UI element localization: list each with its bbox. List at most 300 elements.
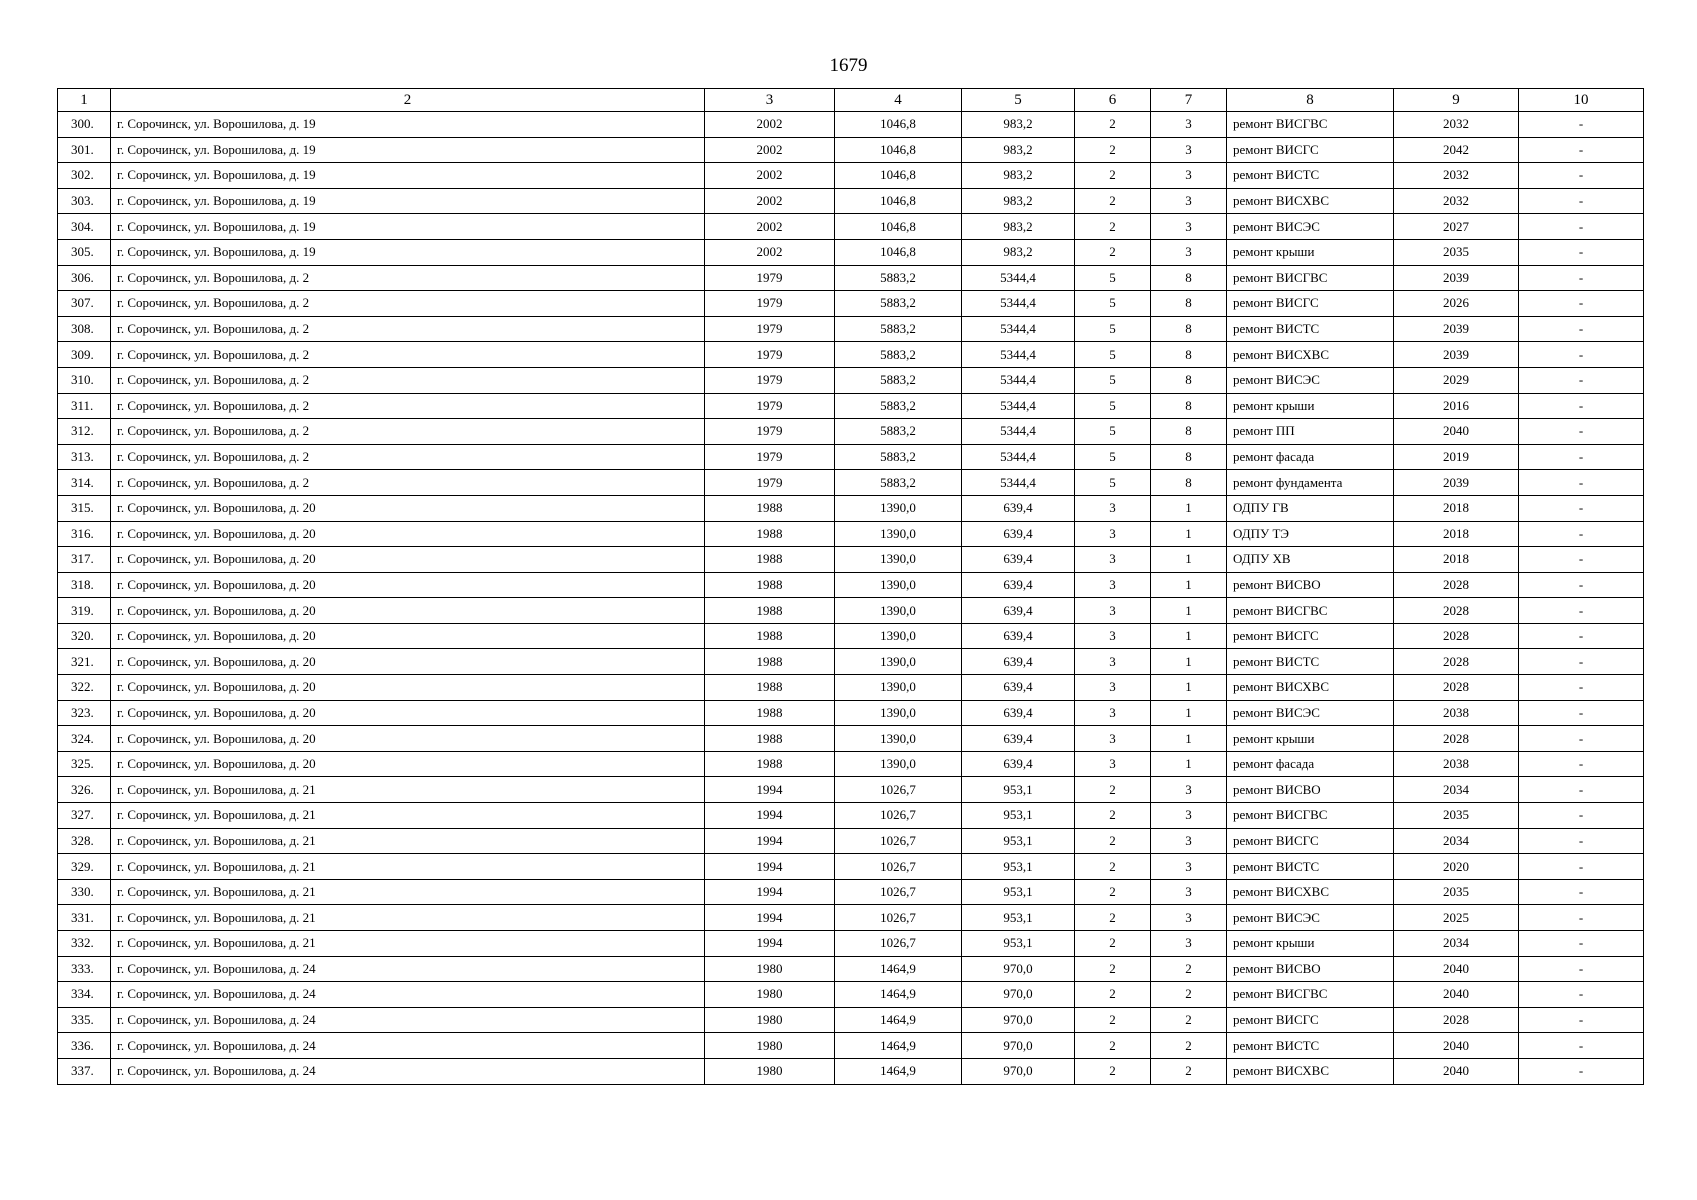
cell-floors: 3 [1075, 675, 1151, 701]
cell-living-area: 953,1 [962, 777, 1075, 803]
cell-planned-year: 2028 [1394, 726, 1519, 752]
cell-row-number: 325. [58, 751, 111, 777]
cell-living-area: 639,4 [962, 572, 1075, 598]
cell-entrances: 2 [1151, 1033, 1227, 1059]
cell-living-area: 639,4 [962, 675, 1075, 701]
cell-living-area: 639,4 [962, 521, 1075, 547]
cell-entrances: 2 [1151, 982, 1227, 1008]
cell-entrances: 1 [1151, 675, 1227, 701]
cell-work-type: ремонт ВИСТС [1227, 1033, 1394, 1059]
cell-planned-year: 2034 [1394, 828, 1519, 854]
cell-row-number: 329. [58, 854, 111, 880]
cell-planned-year: 2039 [1394, 470, 1519, 496]
column-header: 2 [111, 89, 705, 112]
cell-planned-year: 2018 [1394, 521, 1519, 547]
cell-floors: 3 [1075, 623, 1151, 649]
cell-floors: 5 [1075, 419, 1151, 445]
cell-work-type: ремонт ВИСГС [1227, 828, 1394, 854]
cell-row-number: 330. [58, 879, 111, 905]
table-body [58, 112, 1644, 1085]
cell-floors: 2 [1075, 214, 1151, 240]
cell-note: - [1519, 291, 1644, 317]
cell-entrances: 2 [1151, 956, 1227, 982]
cell-total-area: 1046,8 [835, 239, 962, 265]
cell-address: г. Сорочинск, ул. Ворошилова, д. 20 [111, 598, 705, 624]
cell-note: - [1519, 265, 1644, 291]
cell-note: - [1519, 419, 1644, 445]
cell-living-area: 983,2 [962, 188, 1075, 214]
cell-address: г. Сорочинск, ул. Ворошилова, д. 2 [111, 393, 705, 419]
cell-year-built: 1988 [705, 572, 835, 598]
cell-year-built: 1980 [705, 1058, 835, 1084]
cell-floors: 2 [1075, 982, 1151, 1008]
cell-total-area: 1464,9 [835, 1007, 962, 1033]
cell-total-area: 1026,7 [835, 828, 962, 854]
cell-planned-year: 2028 [1394, 598, 1519, 624]
cell-planned-year: 2040 [1394, 956, 1519, 982]
page-number: 1679 [829, 55, 868, 76]
cell-total-area: 5883,2 [835, 316, 962, 342]
table-row [58, 777, 1644, 803]
cell-address: г. Сорочинск, ул. Ворошилова, д. 19 [111, 239, 705, 265]
cell-address: г. Сорочинск, ул. Ворошилова, д. 21 [111, 777, 705, 803]
cell-entrances: 3 [1151, 112, 1227, 138]
cell-work-type: ремонт ВИСХВС [1227, 342, 1394, 368]
cell-living-area: 970,0 [962, 956, 1075, 982]
cell-living-area: 953,1 [962, 905, 1075, 931]
cell-planned-year: 2040 [1394, 1058, 1519, 1084]
cell-note: - [1519, 572, 1644, 598]
cell-year-built: 1980 [705, 982, 835, 1008]
cell-total-area: 1464,9 [835, 1033, 962, 1059]
cell-entrances: 8 [1151, 444, 1227, 470]
cell-address: г. Сорочинск, ул. Ворошилова, д. 20 [111, 726, 705, 752]
cell-row-number: 323. [58, 700, 111, 726]
cell-address: г. Сорочинск, ул. Ворошилова, д. 19 [111, 188, 705, 214]
cell-row-number: 336. [58, 1033, 111, 1059]
cell-year-built: 2002 [705, 239, 835, 265]
cell-floors: 5 [1075, 470, 1151, 496]
cell-entrances: 2 [1151, 1058, 1227, 1084]
cell-address: г. Сорочинск, ул. Ворошилова, д. 21 [111, 931, 705, 957]
cell-total-area: 1390,0 [835, 623, 962, 649]
cell-entrances: 1 [1151, 572, 1227, 598]
cell-row-number: 301. [58, 137, 111, 163]
cell-planned-year: 2018 [1394, 495, 1519, 521]
cell-row-number: 316. [58, 521, 111, 547]
cell-address: г. Сорочинск, ул. Ворошилова, д. 24 [111, 956, 705, 982]
cell-living-area: 983,2 [962, 239, 1075, 265]
cell-planned-year: 2028 [1394, 623, 1519, 649]
cell-living-area: 639,4 [962, 495, 1075, 521]
cell-address: г. Сорочинск, ул. Ворошилова, д. 20 [111, 675, 705, 701]
cell-work-type: ремонт ВИСГС [1227, 623, 1394, 649]
cell-living-area: 5344,4 [962, 265, 1075, 291]
cell-row-number: 315. [58, 495, 111, 521]
cell-total-area: 1390,0 [835, 675, 962, 701]
cell-address: г. Сорочинск, ул. Ворошилова, д. 20 [111, 547, 705, 573]
cell-entrances: 8 [1151, 316, 1227, 342]
cell-total-area: 1390,0 [835, 751, 962, 777]
cell-note: - [1519, 1033, 1644, 1059]
cell-living-area: 983,2 [962, 163, 1075, 189]
cell-year-built: 1979 [705, 265, 835, 291]
cell-year-built: 1979 [705, 291, 835, 317]
cell-row-number: 302. [58, 163, 111, 189]
cell-row-number: 332. [58, 931, 111, 957]
column-header: 6 [1075, 89, 1151, 112]
cell-row-number: 326. [58, 777, 111, 803]
cell-entrances: 1 [1151, 521, 1227, 547]
cell-entrances: 8 [1151, 265, 1227, 291]
cell-row-number: 314. [58, 470, 111, 496]
cell-address: г. Сорочинск, ул. Ворошилова, д. 2 [111, 444, 705, 470]
cell-floors: 3 [1075, 726, 1151, 752]
cell-total-area: 5883,2 [835, 291, 962, 317]
cell-planned-year: 2035 [1394, 803, 1519, 829]
cell-entrances: 8 [1151, 470, 1227, 496]
cell-work-type: ОДПУ ТЭ [1227, 521, 1394, 547]
cell-total-area: 5883,2 [835, 444, 962, 470]
cell-address: г. Сорочинск, ул. Ворошилова, д. 20 [111, 495, 705, 521]
cell-address: г. Сорочинск, ул. Ворошилова, д. 19 [111, 214, 705, 240]
cell-floors: 5 [1075, 393, 1151, 419]
cell-year-built: 1988 [705, 521, 835, 547]
cell-living-area: 953,1 [962, 879, 1075, 905]
cell-floors: 2 [1075, 828, 1151, 854]
cell-floors: 2 [1075, 956, 1151, 982]
cell-entrances: 1 [1151, 726, 1227, 752]
cell-floors: 3 [1075, 495, 1151, 521]
cell-total-area: 1026,7 [835, 803, 962, 829]
cell-total-area: 1390,0 [835, 495, 962, 521]
header-row [58, 89, 1644, 112]
cell-total-area: 1026,7 [835, 931, 962, 957]
cell-total-area: 1464,9 [835, 982, 962, 1008]
cell-note: - [1519, 188, 1644, 214]
cell-year-built: 1988 [705, 623, 835, 649]
table-row [58, 188, 1644, 214]
cell-total-area: 1390,0 [835, 700, 962, 726]
cell-note: - [1519, 214, 1644, 240]
cell-row-number: 320. [58, 623, 111, 649]
cell-floors: 3 [1075, 598, 1151, 624]
cell-entrances: 3 [1151, 828, 1227, 854]
cell-work-type: ремонт крыши [1227, 393, 1394, 419]
cell-row-number: 307. [58, 291, 111, 317]
cell-floors: 2 [1075, 112, 1151, 138]
cell-total-area: 1390,0 [835, 598, 962, 624]
cell-work-type: ремонт ВИСХВС [1227, 675, 1394, 701]
cell-address: г. Сорочинск, ул. Ворошилова, д. 19 [111, 137, 705, 163]
cell-living-area: 639,4 [962, 598, 1075, 624]
table-row [58, 393, 1644, 419]
cell-work-type: ремонт фундамента [1227, 470, 1394, 496]
cell-living-area: 639,4 [962, 649, 1075, 675]
cell-work-type: ремонт ВИСЭС [1227, 905, 1394, 931]
cell-planned-year: 2038 [1394, 751, 1519, 777]
cell-floors: 3 [1075, 700, 1151, 726]
cell-entrances: 3 [1151, 137, 1227, 163]
cell-total-area: 5883,2 [835, 342, 962, 368]
cell-work-type: ОДПУ ХВ [1227, 547, 1394, 573]
cell-row-number: 308. [58, 316, 111, 342]
cell-floors: 5 [1075, 444, 1151, 470]
column-header: 10 [1519, 89, 1644, 112]
cell-total-area: 1046,8 [835, 137, 962, 163]
cell-address: г. Сорочинск, ул. Ворошилова, д. 21 [111, 803, 705, 829]
column-header: 1 [58, 89, 111, 112]
cell-planned-year: 2028 [1394, 675, 1519, 701]
cell-address: г. Сорочинск, ул. Ворошилова, д. 20 [111, 649, 705, 675]
cell-work-type: ремонт ВИСВО [1227, 572, 1394, 598]
cell-floors: 2 [1075, 777, 1151, 803]
column-header: 9 [1394, 89, 1519, 112]
cell-planned-year: 2028 [1394, 572, 1519, 598]
cell-living-area: 953,1 [962, 828, 1075, 854]
cell-living-area: 5344,4 [962, 367, 1075, 393]
cell-planned-year: 2034 [1394, 777, 1519, 803]
cell-year-built: 2002 [705, 214, 835, 240]
table-row [58, 675, 1644, 701]
cell-floors: 5 [1075, 367, 1151, 393]
table-row [58, 649, 1644, 675]
cell-year-built: 1979 [705, 367, 835, 393]
cell-work-type: ремонт ВИСВО [1227, 777, 1394, 803]
cell-year-built: 1994 [705, 803, 835, 829]
cell-entrances: 3 [1151, 931, 1227, 957]
cell-work-type: ремонт ВИСГВС [1227, 265, 1394, 291]
cell-living-area: 970,0 [962, 1058, 1075, 1084]
cell-floors: 2 [1075, 1058, 1151, 1084]
cell-address: г. Сорочинск, ул. Ворошилова, д. 2 [111, 470, 705, 496]
cell-address: г. Сорочинск, ул. Ворошилова, д. 20 [111, 623, 705, 649]
cell-address: г. Сорочинск, ул. Ворошилова, д. 19 [111, 163, 705, 189]
cell-work-type: ремонт ВИСХВС [1227, 879, 1394, 905]
cell-note: - [1519, 982, 1644, 1008]
cell-planned-year: 2039 [1394, 316, 1519, 342]
cell-living-area: 5344,4 [962, 419, 1075, 445]
cell-living-area: 639,4 [962, 623, 1075, 649]
cell-living-area: 970,0 [962, 982, 1075, 1008]
cell-total-area: 1390,0 [835, 649, 962, 675]
cell-year-built: 1980 [705, 1033, 835, 1059]
cell-note: - [1519, 649, 1644, 675]
cell-address: г. Сорочинск, ул. Ворошилова, д. 21 [111, 854, 705, 880]
cell-floors: 2 [1075, 1033, 1151, 1059]
cell-work-type: ремонт ВИСГС [1227, 137, 1394, 163]
cell-floors: 2 [1075, 188, 1151, 214]
cell-note: - [1519, 854, 1644, 880]
cell-planned-year: 2026 [1394, 291, 1519, 317]
table-row [58, 495, 1644, 521]
cell-note: - [1519, 726, 1644, 752]
cell-address: г. Сорочинск, ул. Ворошилова, д. 20 [111, 751, 705, 777]
cell-planned-year: 2018 [1394, 547, 1519, 573]
cell-work-type: ремонт ВИСГС [1227, 291, 1394, 317]
table-row [58, 265, 1644, 291]
cell-total-area: 1390,0 [835, 572, 962, 598]
cell-work-type: ремонт ПП [1227, 419, 1394, 445]
table-row [58, 700, 1644, 726]
cell-total-area: 1390,0 [835, 547, 962, 573]
cell-row-number: 333. [58, 956, 111, 982]
cell-entrances: 3 [1151, 879, 1227, 905]
cell-planned-year: 2027 [1394, 214, 1519, 240]
cell-floors: 2 [1075, 163, 1151, 189]
cell-living-area: 5344,4 [962, 316, 1075, 342]
cell-row-number: 300. [58, 112, 111, 138]
cell-total-area: 1026,7 [835, 879, 962, 905]
cell-year-built: 1994 [705, 905, 835, 931]
cell-year-built: 2002 [705, 163, 835, 189]
cell-work-type: ремонт ВИСХВС [1227, 188, 1394, 214]
table-row [58, 163, 1644, 189]
cell-year-built: 1988 [705, 726, 835, 752]
cell-work-type: ремонт ВИСГВС [1227, 598, 1394, 624]
cell-address: г. Сорочинск, ул. Ворошилова, д. 24 [111, 982, 705, 1008]
cell-note: - [1519, 1007, 1644, 1033]
cell-living-area: 5344,4 [962, 444, 1075, 470]
table-row [58, 1058, 1644, 1084]
cell-note: - [1519, 598, 1644, 624]
cell-total-area: 1026,7 [835, 905, 962, 931]
cell-planned-year: 2040 [1394, 982, 1519, 1008]
table-row [58, 367, 1644, 393]
table-row [58, 1033, 1644, 1059]
cell-floors: 2 [1075, 137, 1151, 163]
cell-note: - [1519, 137, 1644, 163]
cell-year-built: 2002 [705, 112, 835, 138]
cell-address: г. Сорочинск, ул. Ворошилова, д. 21 [111, 879, 705, 905]
table-row [58, 828, 1644, 854]
cell-entrances: 1 [1151, 700, 1227, 726]
cell-entrances: 1 [1151, 598, 1227, 624]
column-header: 5 [962, 89, 1075, 112]
cell-row-number: 322. [58, 675, 111, 701]
cell-planned-year: 2029 [1394, 367, 1519, 393]
cell-living-area: 970,0 [962, 1007, 1075, 1033]
cell-entrances: 1 [1151, 495, 1227, 521]
cell-work-type: ремонт ВИСХВС [1227, 1058, 1394, 1084]
cell-planned-year: 2040 [1394, 419, 1519, 445]
cell-entrances: 3 [1151, 214, 1227, 240]
cell-floors: 2 [1075, 239, 1151, 265]
cell-living-area: 639,4 [962, 726, 1075, 752]
cell-living-area: 983,2 [962, 112, 1075, 138]
cell-note: - [1519, 751, 1644, 777]
table-row [58, 419, 1644, 445]
cell-planned-year: 2019 [1394, 444, 1519, 470]
table-row [58, 931, 1644, 957]
cell-year-built: 1994 [705, 828, 835, 854]
cell-row-number: 335. [58, 1007, 111, 1033]
repair-schedule-table [57, 88, 1644, 1085]
cell-note: - [1519, 239, 1644, 265]
cell-work-type: ремонт крыши [1227, 726, 1394, 752]
table-row [58, 1007, 1644, 1033]
cell-address: г. Сорочинск, ул. Ворошилова, д. 20 [111, 572, 705, 598]
cell-year-built: 1994 [705, 777, 835, 803]
cell-living-area: 983,2 [962, 214, 1075, 240]
table-row [58, 598, 1644, 624]
cell-entrances: 3 [1151, 239, 1227, 265]
cell-row-number: 331. [58, 905, 111, 931]
cell-row-number: 306. [58, 265, 111, 291]
table-row [58, 572, 1644, 598]
cell-note: - [1519, 931, 1644, 957]
cell-floors: 2 [1075, 854, 1151, 880]
cell-planned-year: 2035 [1394, 879, 1519, 905]
cell-living-area: 953,1 [962, 931, 1075, 957]
cell-planned-year: 2039 [1394, 342, 1519, 368]
cell-note: - [1519, 777, 1644, 803]
cell-total-area: 1464,9 [835, 1058, 962, 1084]
cell-floors: 3 [1075, 547, 1151, 573]
table-row [58, 905, 1644, 931]
cell-living-area: 5344,4 [962, 393, 1075, 419]
table-row [58, 137, 1644, 163]
cell-work-type: ремонт ВИСТС [1227, 649, 1394, 675]
cell-planned-year: 2038 [1394, 700, 1519, 726]
table-row [58, 982, 1644, 1008]
cell-total-area: 1046,8 [835, 214, 962, 240]
cell-floors: 2 [1075, 931, 1151, 957]
column-header: 8 [1227, 89, 1394, 112]
cell-entrances: 3 [1151, 163, 1227, 189]
cell-floors: 5 [1075, 316, 1151, 342]
cell-row-number: 313. [58, 444, 111, 470]
cell-total-area: 1464,9 [835, 956, 962, 982]
cell-entrances: 2 [1151, 1007, 1227, 1033]
cell-year-built: 1988 [705, 675, 835, 701]
cell-year-built: 1994 [705, 931, 835, 957]
cell-year-built: 2002 [705, 188, 835, 214]
cell-planned-year: 2032 [1394, 188, 1519, 214]
cell-row-number: 327. [58, 803, 111, 829]
cell-total-area: 1046,8 [835, 163, 962, 189]
cell-planned-year: 2028 [1394, 649, 1519, 675]
cell-row-number: 304. [58, 214, 111, 240]
cell-floors: 3 [1075, 751, 1151, 777]
cell-work-type: ремонт ВИСЭС [1227, 214, 1394, 240]
table-row [58, 803, 1644, 829]
cell-living-area: 953,1 [962, 854, 1075, 880]
cell-total-area: 1046,8 [835, 188, 962, 214]
cell-note: - [1519, 367, 1644, 393]
cell-year-built: 1988 [705, 547, 835, 573]
cell-row-number: 324. [58, 726, 111, 752]
cell-year-built: 1988 [705, 598, 835, 624]
cell-note: - [1519, 112, 1644, 138]
cell-entrances: 3 [1151, 188, 1227, 214]
table-row [58, 879, 1644, 905]
column-header: 4 [835, 89, 962, 112]
cell-total-area: 5883,2 [835, 265, 962, 291]
cell-address: г. Сорочинск, ул. Ворошилова, д. 24 [111, 1007, 705, 1033]
cell-floors: 2 [1075, 803, 1151, 829]
cell-note: - [1519, 342, 1644, 368]
cell-entrances: 3 [1151, 905, 1227, 931]
cell-address: г. Сорочинск, ул. Ворошилова, д. 24 [111, 1033, 705, 1059]
cell-year-built: 2002 [705, 137, 835, 163]
cell-year-built: 1988 [705, 495, 835, 521]
cell-year-built: 1979 [705, 470, 835, 496]
cell-floors: 2 [1075, 879, 1151, 905]
cell-row-number: 310. [58, 367, 111, 393]
cell-entrances: 3 [1151, 854, 1227, 880]
table-row [58, 112, 1644, 138]
